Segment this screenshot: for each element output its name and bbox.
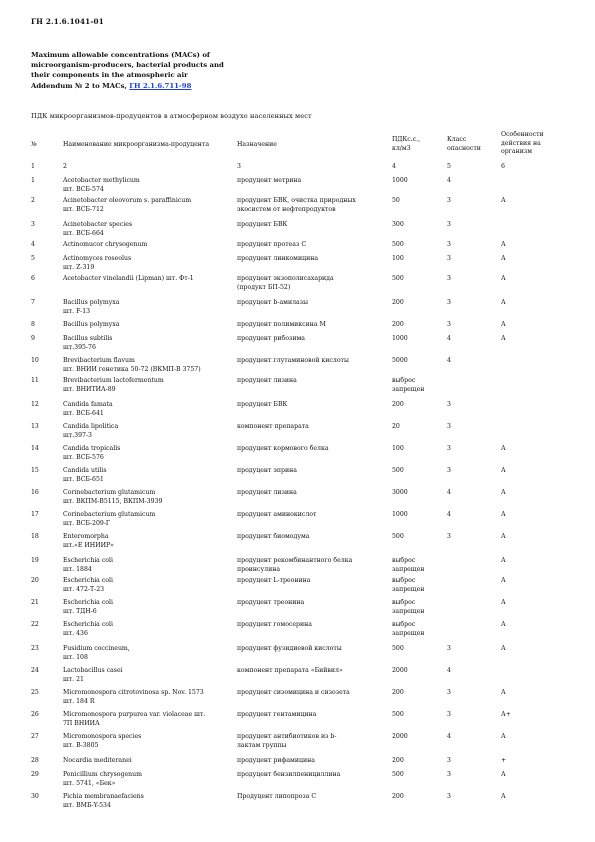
purpose-cell: продуцент аминокислот: [237, 511, 317, 518]
purpose-cell: продуцент метрина: [237, 177, 302, 184]
heading-line-4: [31, 81, 331, 91]
row-number-cell: 10: [31, 357, 39, 364]
row-number-cell: 30: [31, 793, 39, 800]
mac-value-cell: выброс запрещен: [392, 557, 425, 573]
row-number-cell: 7: [31, 299, 35, 306]
purpose-cell: продуцент b-амилазы: [237, 299, 309, 306]
mac-value-cell: 20: [392, 423, 400, 430]
features-cell: А: [501, 255, 506, 262]
purpose-cell: продуцент L-треонина: [237, 577, 311, 584]
col-header-mac: ПДКс.с., кл/м3: [392, 136, 421, 152]
mac-value-cell: 500: [392, 275, 404, 282]
purpose-cell: продуцент лизина: [237, 489, 297, 496]
organism-name-cell: Actinomucor chrysogenum: [63, 241, 148, 248]
mac-value-cell: 1000: [392, 177, 408, 184]
reference-link[interactable]: ГН 2.1.6.711-98: [129, 81, 192, 90]
col-header-features: Особенности действия на организм: [501, 131, 544, 156]
row-number-cell: 1: [31, 177, 35, 184]
row-number-cell: 11: [31, 377, 39, 384]
purpose-cell: продуцент треонина: [237, 599, 305, 606]
organism-name-cell: Micromonospora species шт. В-3805: [63, 733, 142, 749]
features-cell: А: [501, 533, 506, 540]
mac-value-cell: 100: [392, 255, 404, 262]
purpose-cell: продуцент протеаз С: [237, 241, 307, 248]
purpose-cell: компонент препарата «Бийвил»: [237, 667, 343, 674]
mac-value-cell: выброс запрещен: [392, 621, 425, 637]
hazard-class-cell: 4: [447, 667, 451, 674]
mac-value-cell: 200: [392, 401, 404, 408]
organism-name-cell: Bacillus subtilis шт.395-76: [63, 335, 113, 351]
mac-value-cell: 200: [392, 321, 404, 328]
hazard-class-cell: 4: [447, 177, 451, 184]
purpose-cell: продуцент биомодума: [237, 533, 310, 540]
row-number-cell: 16: [31, 489, 39, 496]
features-cell: А: [501, 275, 506, 282]
features-cell: А: [501, 299, 506, 306]
purpose-cell: продуцент линкомицина: [237, 255, 319, 262]
col-header-name: Наименование микроорганизма-продуцента: [63, 141, 210, 148]
organism-name-cell: Corinebacterium glutamicum шт. ВСБ-209-Г: [63, 511, 156, 527]
organism-name-cell: Micromonospora citrotovinosa sp. Nov. 1573 шт. 184 R: [63, 689, 204, 705]
hazard-class-cell: 3: [447, 255, 451, 262]
mac-value-cell: 200: [392, 793, 404, 800]
row-number-cell: 9: [31, 335, 35, 342]
purpose-cell: продуцент антибиотиков из b- лактам группы: [237, 733, 337, 749]
purpose-cell: продуцент бензилпенициллина: [237, 771, 341, 778]
mac-value-cell: выброс запрещен: [392, 599, 425, 615]
features-cell: А+: [501, 711, 511, 718]
row-number-cell: 6: [31, 275, 35, 282]
row-number-cell: 29: [31, 771, 39, 778]
features-cell: А: [501, 577, 506, 584]
document-heading: [31, 50, 331, 91]
hazard-class-cell: 3: [447, 711, 451, 718]
purpose-cell: Продуцент липопроза С: [237, 793, 317, 800]
hazard-class-cell: 4: [447, 489, 451, 496]
purpose-cell: продуцент БВК: [237, 221, 288, 228]
row-number-cell: 12: [31, 401, 39, 408]
mac-value-cell: выброс запрещен: [392, 377, 425, 393]
row-number-cell: 27: [31, 733, 39, 740]
row-number-cell: 4: [31, 241, 35, 248]
organism-name-cell: Nocardia mediteranei: [63, 757, 132, 764]
organism-name-cell: Candida utilis шт. ВСБ-651: [63, 467, 107, 483]
purpose-cell: продуцент фузидиевой кислоты: [237, 645, 342, 652]
hazard-class-cell: 3: [447, 771, 451, 778]
features-cell: А: [501, 511, 506, 518]
purpose-cell: продуцент рибозима: [237, 335, 305, 342]
hazard-class-cell: 3: [447, 645, 451, 652]
heading-addendum-text: Addendum № 2 to MACs,: [31, 81, 127, 90]
organism-name-cell: Brevibacterium lactofermentum шт. ВНИТИА-89: [63, 377, 164, 393]
row-number-cell: 8: [31, 321, 35, 328]
mac-value-cell: 500: [392, 241, 404, 248]
mac-value-cell: 100: [392, 445, 404, 452]
hazard-class-cell: 3: [447, 275, 451, 282]
features-cell: А: [501, 621, 506, 628]
table-subtitle: ПДК микроорганизмов-продуцентов в атмосферном воздухе населенных мест: [31, 112, 312, 120]
purpose-cell: продуцент глутаминовой кислоты: [237, 357, 349, 364]
organism-name-cell: Acetobacter methylicum шт. ВСБ-574: [63, 177, 140, 193]
row-number-cell: 15: [31, 467, 39, 474]
col-number-3: 3: [237, 163, 241, 170]
organism-name-cell: Candida tropicalis шт. ВСБ-576: [63, 445, 121, 461]
mac-value-cell: 200: [392, 689, 404, 696]
col-number-2: 2: [63, 163, 67, 170]
features-cell: А: [501, 241, 506, 248]
hazard-class-cell: 3: [447, 241, 451, 248]
mac-value-cell: 200: [392, 299, 404, 306]
purpose-cell: продуцент рекомбинантного белка проинсулина: [237, 557, 353, 573]
organism-name-cell: Brevibacterium flavum шт. ВНИИ генетика 50-72 (ВКМП-В 3757): [63, 357, 201, 373]
hazard-class-cell: 3: [447, 757, 451, 764]
mac-value-cell: 3000: [392, 489, 408, 496]
purpose-cell: продуцент гомосерина: [237, 621, 312, 628]
col-header-class: Класс опасности: [447, 136, 481, 152]
hazard-class-cell: 4: [447, 733, 451, 740]
row-number-cell: 2: [31, 197, 35, 204]
organism-name-cell: Acinetobacter species шт. ВСБ-664: [63, 221, 133, 237]
row-number-cell: 26: [31, 711, 39, 718]
row-number-cell: 3: [31, 221, 35, 228]
purpose-cell: продуцент кормового белка: [237, 445, 329, 452]
mac-value-cell: 500: [392, 771, 404, 778]
hazard-class-cell: 3: [447, 533, 451, 540]
organism-name-cell: Actinomyces roseolus шт. Z-319: [63, 255, 132, 271]
row-number-cell: 20: [31, 577, 39, 584]
organism-name-cell: Lactobacillus casei шт. 21: [63, 667, 123, 683]
row-number-cell: 24: [31, 667, 39, 674]
purpose-cell: продуцент эприна: [237, 467, 297, 474]
hazard-class-cell: 3: [447, 197, 451, 204]
organism-name-cell: Bacillus polymyxa: [63, 321, 120, 328]
hazard-class-cell: 3: [447, 467, 451, 474]
col-number-1: 1: [31, 163, 35, 170]
hazard-class-cell: 4: [447, 511, 451, 518]
organism-name-cell: Candida lipolitica шт.397-3: [63, 423, 119, 439]
hazard-class-cell: 3: [447, 321, 451, 328]
organism-name-cell: Escherichia coli шт. 472-Т-23: [63, 577, 113, 593]
row-number-cell: 21: [31, 599, 39, 606]
hazard-class-cell: 3: [447, 689, 451, 696]
mac-value-cell: 500: [392, 711, 404, 718]
row-number-cell: 23: [31, 645, 39, 652]
organism-name-cell: Fusidium coccineum, шт. 108: [63, 645, 130, 661]
row-number-cell: 22: [31, 621, 39, 628]
features-cell: А: [501, 467, 506, 474]
row-number-cell: 19: [31, 557, 39, 564]
hazard-class-cell: 3: [447, 221, 451, 228]
purpose-cell: продуцент сизомицина и сизозета: [237, 689, 350, 696]
hazard-class-cell: 3: [447, 445, 451, 452]
purpose-cell: продуцент рифамицина: [237, 757, 315, 764]
organism-name-cell: Acinetobacter oleovorum s. paraffinicum шт. ВСБ-712: [63, 197, 192, 213]
hazard-class-cell: 3: [447, 793, 451, 800]
col-number-6: 6: [501, 163, 505, 170]
purpose-cell: продуцент лизина: [237, 377, 297, 384]
mac-value-cell: 2000: [392, 733, 408, 740]
mac-value-cell: 1000: [392, 511, 408, 518]
features-cell: А: [501, 599, 506, 606]
row-number-cell: 17: [31, 511, 39, 518]
features-cell: А: [501, 489, 506, 496]
col-number-5: 5: [447, 163, 451, 170]
features-cell: А: [501, 733, 506, 740]
mac-value-cell: 200: [392, 757, 404, 764]
organism-name-cell: Acetobacter vinelandii (Lipman) шт. Фт-1: [63, 275, 194, 282]
mac-value-cell: 500: [392, 533, 404, 540]
row-number-cell: 13: [31, 423, 39, 430]
mac-value-cell: 2000: [392, 667, 408, 674]
organism-name-cell: Escherichia coli шт. 1884: [63, 557, 113, 573]
hazard-class-cell: 4: [447, 335, 451, 342]
col-header-purpose: Назначение: [237, 141, 277, 148]
features-cell: А: [501, 771, 506, 778]
features-cell: А: [501, 793, 506, 800]
features-cell: А: [501, 689, 506, 696]
features-cell: А: [501, 321, 506, 328]
purpose-cell: продуцент экзополисахарида (продукт БП-52): [237, 275, 334, 291]
features-cell: А: [501, 557, 506, 564]
mac-value-cell: 500: [392, 467, 404, 474]
mac-value-cell: 300: [392, 221, 404, 228]
features-cell: А: [501, 197, 506, 204]
hazard-class-cell: 3: [447, 299, 451, 306]
heading-line-3: their components in the atmospheric air: [31, 71, 188, 80]
hazard-class-cell: 4: [447, 357, 451, 364]
mac-value-cell: 5000: [392, 357, 408, 364]
purpose-cell: продуцент гентамицина: [237, 711, 317, 718]
hazard-class-cell: 3: [447, 401, 451, 408]
heading-line-1: Maximum allowable concentrations (MACs) of: [31, 51, 210, 59]
document-id: ГН 2.1.6.1041-01: [31, 17, 104, 26]
organism-name-cell: Enteromorpha шт.«Е ИНИИР»: [63, 533, 114, 549]
organism-name-cell: Bacillus polymyxa шт. F-13: [63, 299, 120, 315]
row-number-cell: 14: [31, 445, 39, 452]
organism-name-cell: Escherichia coli шт. 436: [63, 621, 113, 637]
heading-line-2: microorganism-producers, bacterial products and: [31, 61, 224, 70]
mac-value-cell: 500: [392, 645, 404, 652]
mac-value-cell: 50: [392, 197, 400, 204]
row-number-cell: 18: [31, 533, 39, 540]
hazard-class-cell: 3: [447, 423, 451, 430]
organism-name-cell: Escherichia coli шт. ТДН-6: [63, 599, 113, 615]
row-number-cell: 25: [31, 689, 39, 696]
col-number-4: 4: [392, 163, 396, 170]
col-header-no: №: [31, 141, 37, 148]
mac-value-cell: выброс запрещен: [392, 577, 425, 593]
organism-name-cell: Candida famata шт. ВСБ-641: [63, 401, 113, 417]
row-number-cell: 28: [31, 757, 39, 764]
organism-name-cell: Corinebacterium glutamicum шт. ВКПМ-В5115, ВКПМ-3939: [63, 489, 163, 505]
purpose-cell: продуцент БВК: [237, 401, 288, 408]
purpose-cell: компонент препарата: [237, 423, 309, 430]
mac-value-cell: 1000: [392, 335, 408, 342]
features-cell: А: [501, 335, 506, 342]
features-cell: +: [501, 757, 507, 764]
row-number-cell: 5: [31, 255, 35, 262]
purpose-cell: продуцент полимиксина М: [237, 321, 326, 328]
organism-name-cell: Pichia membranaefaciens шт. ВМБ-Y-534: [63, 793, 144, 809]
organism-name-cell: Penicillium chrysogenum шт. 5741, «Бек»: [63, 771, 142, 787]
purpose-cell: продуцент БВК, очистка природных экосистем от нефтепродуктов: [237, 197, 356, 213]
organism-name-cell: Micromonospora purpurea var. violaceae шт. 7П ВНИИА: [63, 711, 206, 727]
features-cell: А: [501, 645, 506, 652]
features-cell: А: [501, 445, 506, 452]
